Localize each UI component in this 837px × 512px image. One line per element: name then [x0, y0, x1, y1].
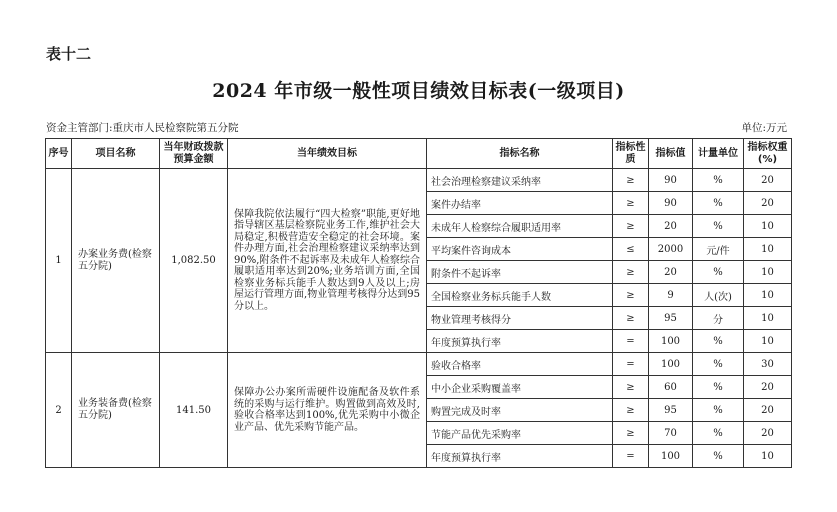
indicator-op: ≥ — [613, 376, 649, 399]
indicator-name: 购置完成及时率 — [427, 399, 613, 422]
indicator-weight: 20 — [744, 376, 792, 399]
indicator-op: ≤ — [613, 238, 649, 261]
indicator-name: 案件办结率 — [427, 192, 613, 215]
indicator-name: 全国检察业务标兵能手人数 — [427, 284, 613, 307]
indicator-op: = — [613, 330, 649, 353]
indicator-op: = — [613, 353, 649, 376]
col-header: 指标值 — [649, 139, 693, 169]
project-no: 2 — [46, 353, 72, 468]
indicator-unit: % — [693, 445, 744, 468]
indicator-weight: 10 — [744, 445, 792, 468]
indicator-value: 100 — [649, 330, 693, 353]
department-line: 资金主管部门:重庆市人民检察院第五分院 — [46, 122, 239, 134]
indicator-value: 100 — [649, 353, 693, 376]
indicator-unit: 人(次) — [693, 284, 744, 307]
indicator-name: 节能产品优先采购率 — [427, 422, 613, 445]
indicator-unit: % — [693, 261, 744, 284]
indicator-op: ≥ — [613, 284, 649, 307]
indicator-value: 90 — [649, 169, 693, 192]
indicator-value: 90 — [649, 192, 693, 215]
col-header: 指标性质 — [613, 139, 649, 169]
indicator-op: ≥ — [613, 192, 649, 215]
indicator-name: 中小企业采购覆盖率 — [427, 376, 613, 399]
col-header: 当年绩效目标 — [228, 139, 427, 169]
indicator-value: 20 — [649, 215, 693, 238]
col-header: 计量单位 — [693, 139, 744, 169]
indicator-name: 附条件不起诉率 — [427, 261, 613, 284]
unit-line: 单位:万元 — [741, 122, 787, 134]
indicator-unit: % — [693, 169, 744, 192]
col-header: 序号 — [46, 139, 72, 169]
col-header: 指标权重(%) — [744, 139, 792, 169]
project-amount: 141.50 — [160, 353, 228, 468]
indicator-weight: 20 — [744, 192, 792, 215]
indicator-value: 2000 — [649, 238, 693, 261]
indicator-weight: 20 — [744, 422, 792, 445]
table-row — [46, 353, 792, 376]
header-row — [46, 139, 792, 169]
indicator-name: 物业管理考核得分 — [427, 307, 613, 330]
indicator-op: ≥ — [613, 169, 649, 192]
col-header: 当年财政拨款预算金额 — [160, 139, 228, 169]
performance-table — [45, 138, 792, 468]
indicator-name: 平均案件咨询成本 — [427, 238, 613, 261]
indicator-value: 95 — [649, 307, 693, 330]
indicator-weight: 20 — [744, 169, 792, 192]
project-amount: 1,082.50 — [160, 169, 228, 353]
indicator-value: 9 — [649, 284, 693, 307]
indicator-weight: 10 — [744, 215, 792, 238]
project-name: 办案业务费(检察五分院) — [72, 169, 160, 353]
indicator-value: 95 — [649, 399, 693, 422]
project-name: 业务装备费(检察五分院) — [72, 353, 160, 468]
indicator-weight: 10 — [744, 284, 792, 307]
indicator-weight: 10 — [744, 238, 792, 261]
indicator-value: 100 — [649, 445, 693, 468]
indicator-name: 验收合格率 — [427, 353, 613, 376]
indicator-name: 未成年人检察综合履职适用率 — [427, 215, 613, 238]
project-no: 1 — [46, 169, 72, 353]
indicator-op: ≥ — [613, 399, 649, 422]
indicator-unit: 元/件 — [693, 238, 744, 261]
indicator-op: ≥ — [613, 261, 649, 284]
table-row — [46, 169, 792, 192]
indicator-name: 年度预算执行率 — [427, 445, 613, 468]
indicator-unit: % — [693, 399, 744, 422]
indicator-weight: 10 — [744, 330, 792, 353]
indicator-op: ≥ — [613, 422, 649, 445]
indicator-unit: % — [693, 330, 744, 353]
indicator-value: 60 — [649, 376, 693, 399]
indicator-weight: 20 — [744, 399, 792, 422]
indicator-op: ≥ — [613, 307, 649, 330]
indicator-unit: 分 — [693, 307, 744, 330]
indicator-name: 社会治理检察建议采纳率 — [427, 169, 613, 192]
indicator-value: 20 — [649, 261, 693, 284]
indicator-op: = — [613, 445, 649, 468]
project-goal: 保障我院依法履行“四大检察”职能,更好地指导辖区基层检察院业务工作,维护社会大局稳定,积极营造安全稳定的社会环境。案件办理方面,社会治理检察建议采纳率达到90%,附条件不起诉率及未成年人检察综合履职适用率达到20%;业务培训方面,全国检察业务标兵能手人数达到9人及以上;房屋运行管理方面,物业管理考核得分达到95分以上。 — [228, 169, 427, 353]
project-goal: 保障办公办案所需硬件设施配备及软件系统的采购与运行维护。购置做到高效及时,验收合格率达到100%,优先采购中小微企业产品、优先采购节能产品。 — [228, 353, 427, 468]
indicator-unit: % — [693, 353, 744, 376]
col-header: 项目名称 — [72, 139, 160, 169]
indicator-name: 年度预算执行率 — [427, 330, 613, 353]
page-title: 2024 年市级一般性项目绩效目标表(一级项目) — [212, 80, 625, 102]
indicator-value: 70 — [649, 422, 693, 445]
indicator-unit: % — [693, 192, 744, 215]
indicator-unit: % — [693, 422, 744, 445]
indicator-weight: 30 — [744, 353, 792, 376]
indicator-unit: % — [693, 376, 744, 399]
indicator-weight: 10 — [744, 307, 792, 330]
indicator-op: ≥ — [613, 215, 649, 238]
indicator-weight: 10 — [744, 261, 792, 284]
table-label: 表十二 — [46, 45, 92, 63]
indicator-unit: % — [693, 215, 744, 238]
col-header: 指标名称 — [427, 139, 613, 169]
